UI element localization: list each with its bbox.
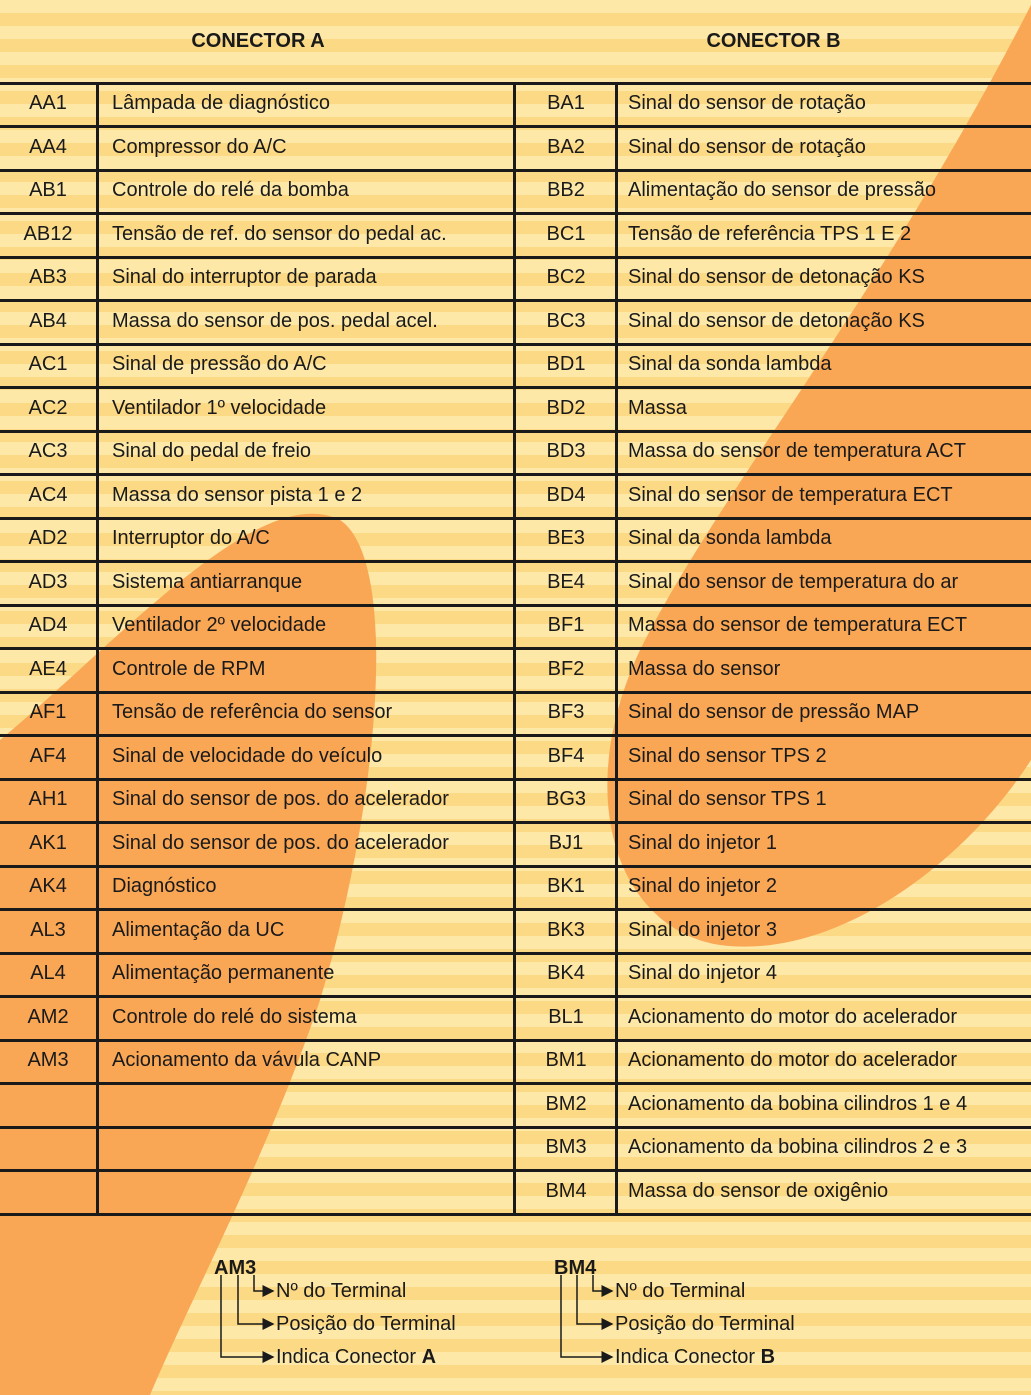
connector-a-pin-description: Compressor do A/C — [112, 135, 287, 158]
legend-a-code: AM3 — [214, 1257, 257, 1279]
table-row — [0, 605, 1031, 649]
connector-a-pin-code: AL3 — [30, 918, 66, 941]
connector-b-pin-description: Sinal do injetor 1 — [628, 831, 777, 854]
connector-b-pin-code: BD3 — [546, 440, 586, 462]
connector-a-pin-code: AM2 — [27, 1005, 69, 1028]
legend-b-terminal-position: Posição do Terminal — [615, 1313, 795, 1335]
connector-a-pin-description: Acionamento da vávula CANP — [112, 1049, 382, 1071]
legend-a-arrow-number — [254, 1275, 273, 1291]
connector-a-pin-code — [0, 1084, 96, 1128]
legend-a-indicates-connector — [276, 1346, 436, 1369]
legend-b-terminal-number: Nº do Terminal — [615, 1280, 746, 1302]
connector-a-pin-description: Sinal de velocidade do veículo — [112, 744, 383, 767]
connector-a-pin-code: AA4 — [29, 135, 67, 158]
connector-b-pin-code: BE4 — [547, 570, 585, 593]
connector-a-pin-description: Diagnóstico — [112, 875, 217, 897]
connector-a-pin-description: Interruptor do A/C — [112, 527, 270, 549]
connector-a-pin-description: Sinal do sensor de pos. do acelerador — [112, 788, 449, 810]
connector-a-pin-code: AF4 — [29, 744, 67, 767]
connector-a-pin-description: Ventilador 2º velocidade — [112, 614, 327, 636]
table-row — [0, 823, 1031, 867]
connector-b-pin-description: Acionamento do motor do acelerador — [628, 1049, 958, 1071]
connector-a-pin-code: AB4 — [29, 309, 67, 332]
connector-a-pin-description: Tensão de referência do sensor — [112, 701, 393, 723]
table-row — [0, 692, 1031, 736]
legend-b-indicates-connector — [615, 1346, 775, 1369]
connector-b-pin-description: Massa — [628, 396, 687, 419]
connector-b-pin-code: BC1 — [546, 222, 586, 245]
connector-a-header: CONECTOR A — [191, 30, 325, 52]
connector-b-pin-code: BE3 — [547, 527, 585, 549]
legend-a-terminal-position: Posição do Terminal — [276, 1313, 456, 1335]
connector-b-pin-description: Sinal do injetor 2 — [628, 875, 777, 897]
connector-b-pin-description: Massa do sensor de oxigênio — [628, 1179, 889, 1202]
table-row — [0, 214, 1031, 258]
legend — [0, 1255, 1031, 1395]
connector-b-pin-code: BM1 — [545, 1049, 587, 1071]
connector-a-pin-code: AC4 — [28, 483, 68, 506]
connector-b-pin-description: Acionamento da bobina cilindros 2 e 3 — [628, 1136, 968, 1158]
connector-b-pin-description: Acionamento do motor do acelerador — [628, 1005, 958, 1028]
connector-b-pin-code: BB2 — [547, 179, 585, 201]
connector-a-pin-code: AA1 — [29, 92, 67, 114]
connector-b-pin-description: Sinal do sensor de temperatura ECT — [628, 483, 953, 506]
table-row — [0, 562, 1031, 606]
table-row — [0, 866, 1031, 910]
connector-a-pin-code: AB3 — [29, 266, 67, 288]
connector-a-pin-description: Massa do sensor de pos. pedal acel. — [112, 309, 438, 332]
connector-b-pin-code: BC3 — [546, 309, 586, 332]
connector-b-pin-code: BF3 — [547, 701, 585, 723]
connector-b-pin-description: Massa do sensor de temperatura ACT — [628, 440, 966, 462]
connector-b-pin-description: Acionamento da bobina cilindros 1 e 4 — [628, 1092, 968, 1115]
connector-a-pin-description: Lâmpada de diagnóstico — [112, 92, 330, 114]
table-row — [0, 997, 1031, 1041]
connector-a-pin-description — [112, 1127, 512, 1171]
connector-a-pin-description — [112, 1084, 512, 1128]
connector-a-pin-code — [0, 1127, 96, 1171]
connector-a-pin-description: Ventilador 1º velocidade — [112, 396, 327, 419]
connector-b-pin-description: Sinal do injetor 3 — [628, 918, 777, 941]
table-row — [0, 1127, 1031, 1171]
connector-b-pin-code: BJ1 — [548, 831, 584, 854]
connector-a-pin-description: Sistema antiarranque — [112, 570, 303, 593]
legend-b-connector-letter: B — [760, 1346, 776, 1368]
table-row — [0, 257, 1031, 301]
connector-a-pin-description: Tensão de ref. do sensor do pedal ac. — [112, 222, 447, 245]
legend-b-code: BM4 — [554, 1257, 597, 1279]
connector-a-pin-code: AK1 — [29, 831, 67, 854]
connector-b-pin-code: BM2 — [545, 1092, 587, 1115]
connector-b-pin-description: Sinal do sensor de rotação — [628, 135, 866, 158]
connector-a-pin-code — [0, 1171, 96, 1215]
connector-b-pin-code: BD1 — [546, 353, 586, 375]
connector-a-pin-description: Alimentação da UC — [112, 918, 285, 941]
connector-b-pin-code: BD4 — [546, 483, 586, 506]
connector-b-pin-description: Massa do sensor — [628, 657, 781, 680]
table-row — [0, 170, 1031, 214]
table-row — [0, 779, 1031, 823]
connector-a-pin-code: AE4 — [29, 657, 67, 680]
connector-b-pin-code: BA2 — [547, 135, 585, 158]
connector-a-pin-code: AF1 — [29, 701, 67, 723]
connector-b-pin-code: BK4 — [547, 962, 585, 984]
connector-b-pin-description: Sinal da sonda lambda — [628, 353, 832, 375]
connector-b-pin-description: Sinal do sensor de pressão MAP — [628, 701, 920, 723]
connector-b-pin-code: BF2 — [547, 657, 585, 680]
connector-a-pin-code: AH1 — [28, 788, 68, 810]
connector-a-pin-code: AB12 — [23, 222, 73, 245]
table-row — [0, 1171, 1031, 1215]
table-row — [0, 475, 1031, 519]
table-row — [0, 127, 1031, 171]
connector-a-pin-code: AC3 — [28, 440, 68, 462]
connector-a-pin-description: Sinal do pedal de freio — [112, 440, 312, 462]
connector-b-pin-code: BM4 — [545, 1179, 587, 1202]
connector-b-pin-description: Sinal do injetor 4 — [628, 962, 777, 984]
connector-a-pin-description: Sinal de pressão do A/C — [112, 353, 327, 375]
legend-a-arrow-position — [238, 1275, 273, 1324]
table-row — [0, 301, 1031, 345]
connector-a-pin-description: Controle do relé do sistema — [112, 1005, 357, 1028]
table-row — [0, 518, 1031, 562]
connector-b-pin-code: BG3 — [545, 788, 587, 810]
table-row — [0, 344, 1031, 388]
table-row — [0, 83, 1031, 127]
legend-b-arrow-position — [577, 1275, 612, 1324]
connector-b-pin-description: Alimentação do sensor de pressão — [628, 179, 936, 201]
connector-a-pin-code: AD2 — [28, 527, 68, 549]
connector-b-pin-description: Sinal do sensor TPS 2 — [628, 744, 827, 767]
connector-a-pin-description: Alimentação permanente — [112, 962, 335, 984]
legend-b-indicates-text: Indica Conector — [615, 1346, 761, 1368]
connector-a-pin-description: Controle de RPM — [112, 657, 266, 680]
table-row — [0, 431, 1031, 475]
connector-a-pin-code: AB1 — [29, 179, 67, 201]
connector-b-pin-code: BA1 — [547, 92, 585, 114]
connector-b-pin-description: Sinal do sensor de detonação KS — [628, 266, 925, 288]
table-row — [0, 1084, 1031, 1128]
legend-a-arrow-connector — [221, 1275, 273, 1357]
connector-b-pin-code: BK1 — [547, 875, 585, 897]
connector-a-pin-code: AD3 — [28, 570, 68, 593]
connector-a-pin-code: AD4 — [28, 614, 68, 636]
legend-a-connector-letter: A — [421, 1346, 437, 1368]
connector-b-pin-code: BL1 — [548, 1005, 584, 1028]
connector-b-pin-code: BF1 — [547, 614, 585, 636]
table-row — [0, 1040, 1031, 1084]
connector-b-pin-code: BC2 — [546, 266, 586, 288]
legend-connector-lines — [0, 1255, 1031, 1395]
table-row — [0, 388, 1031, 432]
connector-b-pin-description: Sinal do sensor de temperatura do ar — [628, 570, 959, 593]
connector-b-pin-description: Sinal do sensor TPS 1 — [628, 788, 827, 810]
connector-a-pin-code: AK4 — [29, 875, 67, 897]
connector-b-pin-code: BM3 — [545, 1136, 587, 1158]
connector-a-pin-description: Massa do sensor pista 1 e 2 — [112, 483, 363, 506]
connector-a-pin-description: Controle do relé da bomba — [112, 179, 349, 201]
connector-b-header: CONECTOR B — [706, 30, 841, 52]
connector-a-pin-code: AC1 — [28, 353, 68, 375]
connector-a-pin-description: Sinal do interruptor de parada — [112, 266, 377, 288]
connector-b-pin-description: Sinal do sensor de rotação — [628, 92, 866, 114]
connector-b-pin-code: BF4 — [547, 744, 585, 767]
connector-a-pin-description: Sinal do sensor de pos. do acelerador — [112, 831, 449, 854]
legend-a-indicates-text: Indica Conector — [276, 1346, 422, 1368]
connector-b-pin-code: BK3 — [547, 918, 585, 941]
legend-b-arrow-connector — [561, 1275, 612, 1357]
connector-a-pin-code: AC2 — [28, 396, 68, 419]
table-row — [0, 649, 1031, 693]
connector-b-pin-description: Sinal do sensor de detonação KS — [628, 309, 925, 332]
connector-a-pin-code: AM3 — [27, 1049, 69, 1071]
connector-a-pin-code: AL4 — [30, 962, 66, 984]
connector-b-pin-description: Sinal da sonda lambda — [628, 527, 832, 549]
legend-a-terminal-number: Nº do Terminal — [276, 1280, 407, 1302]
connector-b-pin-code: BD2 — [546, 396, 586, 419]
table-row — [0, 910, 1031, 954]
table-row — [0, 953, 1031, 997]
connector-b-pin-description: Massa do sensor de temperatura ECT — [628, 614, 968, 636]
table-row — [0, 736, 1031, 780]
connector-a-pin-description — [112, 1171, 512, 1215]
connector-b-pin-description: Tensão de referência TPS 1 E 2 — [628, 222, 912, 245]
